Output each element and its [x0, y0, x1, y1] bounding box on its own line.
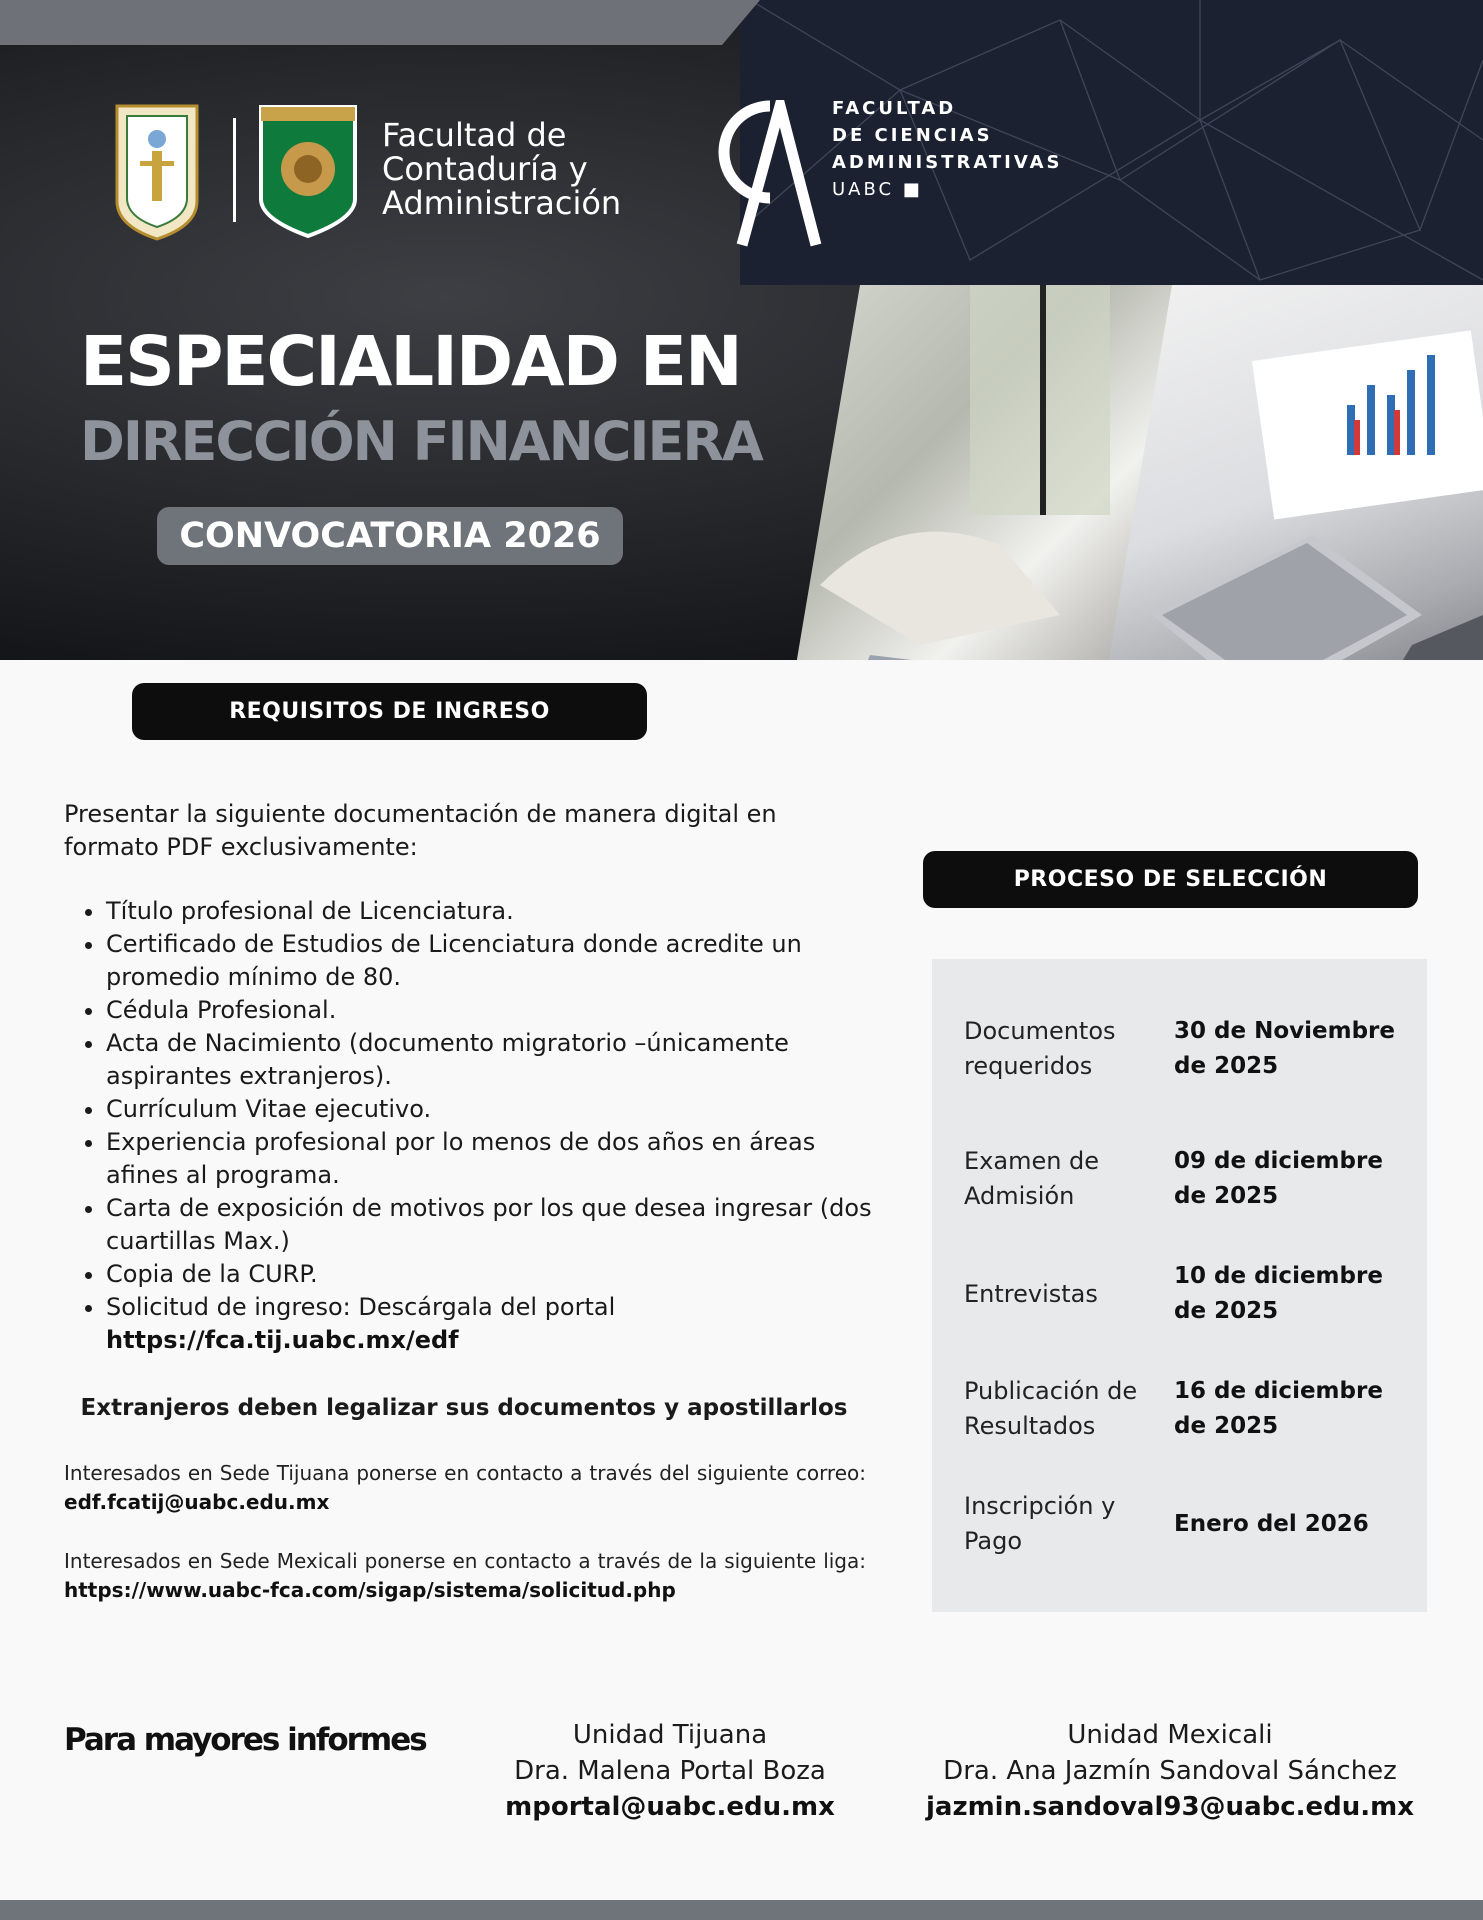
- tijuana-contact-note: [64, 1459, 866, 1517]
- schedule-date: Enero del 2026: [1174, 1510, 1369, 1537]
- tijuana-unit-contact: [480, 1717, 860, 1825]
- solicitud-text: Solicitud de ingreso: Descárgala del portal: [106, 1293, 616, 1321]
- fca-logo-line: Facultad de: [382, 116, 567, 154]
- contact-email[interactable]: mportal@uabc.edu.mx: [505, 1792, 835, 1822]
- extranjeros-notice: Extranjeros deben legalizar sus documentos y apostillarlos: [80, 1395, 848, 1421]
- unit-name: Unidad Tijuana: [572, 1720, 768, 1750]
- list-item: [106, 1291, 886, 1357]
- schedule-date: 30 de Noviembre de 2025: [1174, 1018, 1395, 1079]
- fcia-logo-line: UABC ■: [832, 179, 923, 200]
- mexicali-contact-note: [64, 1547, 866, 1605]
- schedule-label: Documentos requeridos: [964, 1017, 1116, 1080]
- fcia-logo-line: FACULTAD: [832, 98, 957, 119]
- list-item: • Certificado de Estudios de Licenciatura donde acredite un promedio mínimo de 80.: [106, 928, 886, 994]
- program-title-line1: ESPECIALIDAD EN: [80, 322, 741, 402]
- list-item: • Experiencia profesional por lo menos de dos años en áreas afines al programa.: [106, 1126, 886, 1192]
- fca-logo-line: Contaduría y: [382, 150, 588, 188]
- requisitos-list: [64, 895, 886, 1357]
- list-item: • Cédula Profesional.: [106, 994, 886, 1027]
- mexicali-unit-contact: [905, 1717, 1435, 1825]
- contact-person: Dra. Malena Portal Boza: [514, 1756, 826, 1786]
- schedule-row: [964, 1254, 1404, 1334]
- schedule-label: Entrevistas: [964, 1279, 1098, 1308]
- tijuana-email-link[interactable]: edf.fcatij@uabc.edu.mx: [64, 1490, 330, 1514]
- list-item: • Acta de Nacimiento (documento migratorio –únicamente aspirantes extranjeros).: [106, 1027, 886, 1093]
- logo-divider: [233, 118, 236, 222]
- program-title-line2: DIRECCIÓN FINANCIERA: [80, 410, 762, 473]
- schedule-row: [964, 1484, 1404, 1564]
- uabc-seal-logo: [112, 101, 202, 241]
- mexicali-contact-text: Interesados en Sede Mexicali ponerse en contacto a través de la siguiente liga:: [64, 1549, 866, 1573]
- proceso-heading: PROCESO DE SELECCIÓN: [923, 851, 1418, 908]
- fcia-logo-line: ADMINISTRATIVAS: [832, 152, 1063, 173]
- schedule-row: [964, 1369, 1404, 1449]
- contact-person: Dra. Ana Jazmín Sandoval Sánchez: [943, 1756, 1397, 1786]
- solicitud-link[interactable]: https://fca.tij.uabc.mx/edf: [106, 1326, 459, 1354]
- fcia-logo-line: DE CIENCIAS: [832, 125, 993, 146]
- schedule-panel: [932, 959, 1427, 1612]
- schedule-label: Examen de Admisión: [964, 1147, 1100, 1210]
- list-item: • Carta de exposición de motivos por los que desea ingresar (dos cuartillas Max.): [106, 1192, 886, 1258]
- fcia-logo-text: [832, 95, 1062, 203]
- list-item: • Currículum Vitae ejecutivo.: [106, 1093, 886, 1126]
- requisitos-heading: REQUISITOS DE INGRESO: [132, 683, 647, 740]
- schedule-row: [964, 999, 1404, 1099]
- informes-heading: Para mayores informes: [64, 1722, 426, 1758]
- schedule-label: Publicación de Resultados: [964, 1377, 1138, 1440]
- tijuana-contact-text: Interesados en Sede Tijuana ponerse en contacto a través del siguiente correo:: [64, 1461, 866, 1485]
- fca-shield-logo: [258, 104, 358, 239]
- schedule-date: 16 de diciembre de 2025: [1174, 1378, 1383, 1439]
- schedule-date: 10 de diciembre de 2025: [1174, 1263, 1383, 1324]
- list-item: • Copia de la CURP.: [106, 1258, 886, 1291]
- mexicali-solicitud-link[interactable]: https://www.uabc-fca.com/sigap/sistema/solicitud.php: [64, 1578, 676, 1602]
- requisitos-intro: Presentar la siguiente documentación de manera digital en formato PDF exclusivamente:: [64, 800, 777, 861]
- unit-name: Unidad Mexicali: [1067, 1720, 1273, 1750]
- contact-email[interactable]: jazmin.sandoval93@uabc.edu.mx: [925, 1792, 1415, 1822]
- bottom-gray-band: [0, 1900, 1483, 1920]
- schedule-date: 09 de diciembre de 2025: [1174, 1148, 1383, 1209]
- fca-logo-text: [382, 118, 621, 220]
- top-gray-band: [0, 0, 760, 45]
- fca-logo-line: Administración: [382, 184, 622, 222]
- list-item: • Título profesional de Licenciatura.: [106, 895, 886, 928]
- schedule-row: [964, 1139, 1404, 1219]
- convocatoria-badge: CONVOCATORIA 2026: [157, 507, 623, 565]
- ca-monogram-logo: [708, 100, 822, 250]
- schedule-label: Inscripción y Pago: [964, 1492, 1116, 1555]
